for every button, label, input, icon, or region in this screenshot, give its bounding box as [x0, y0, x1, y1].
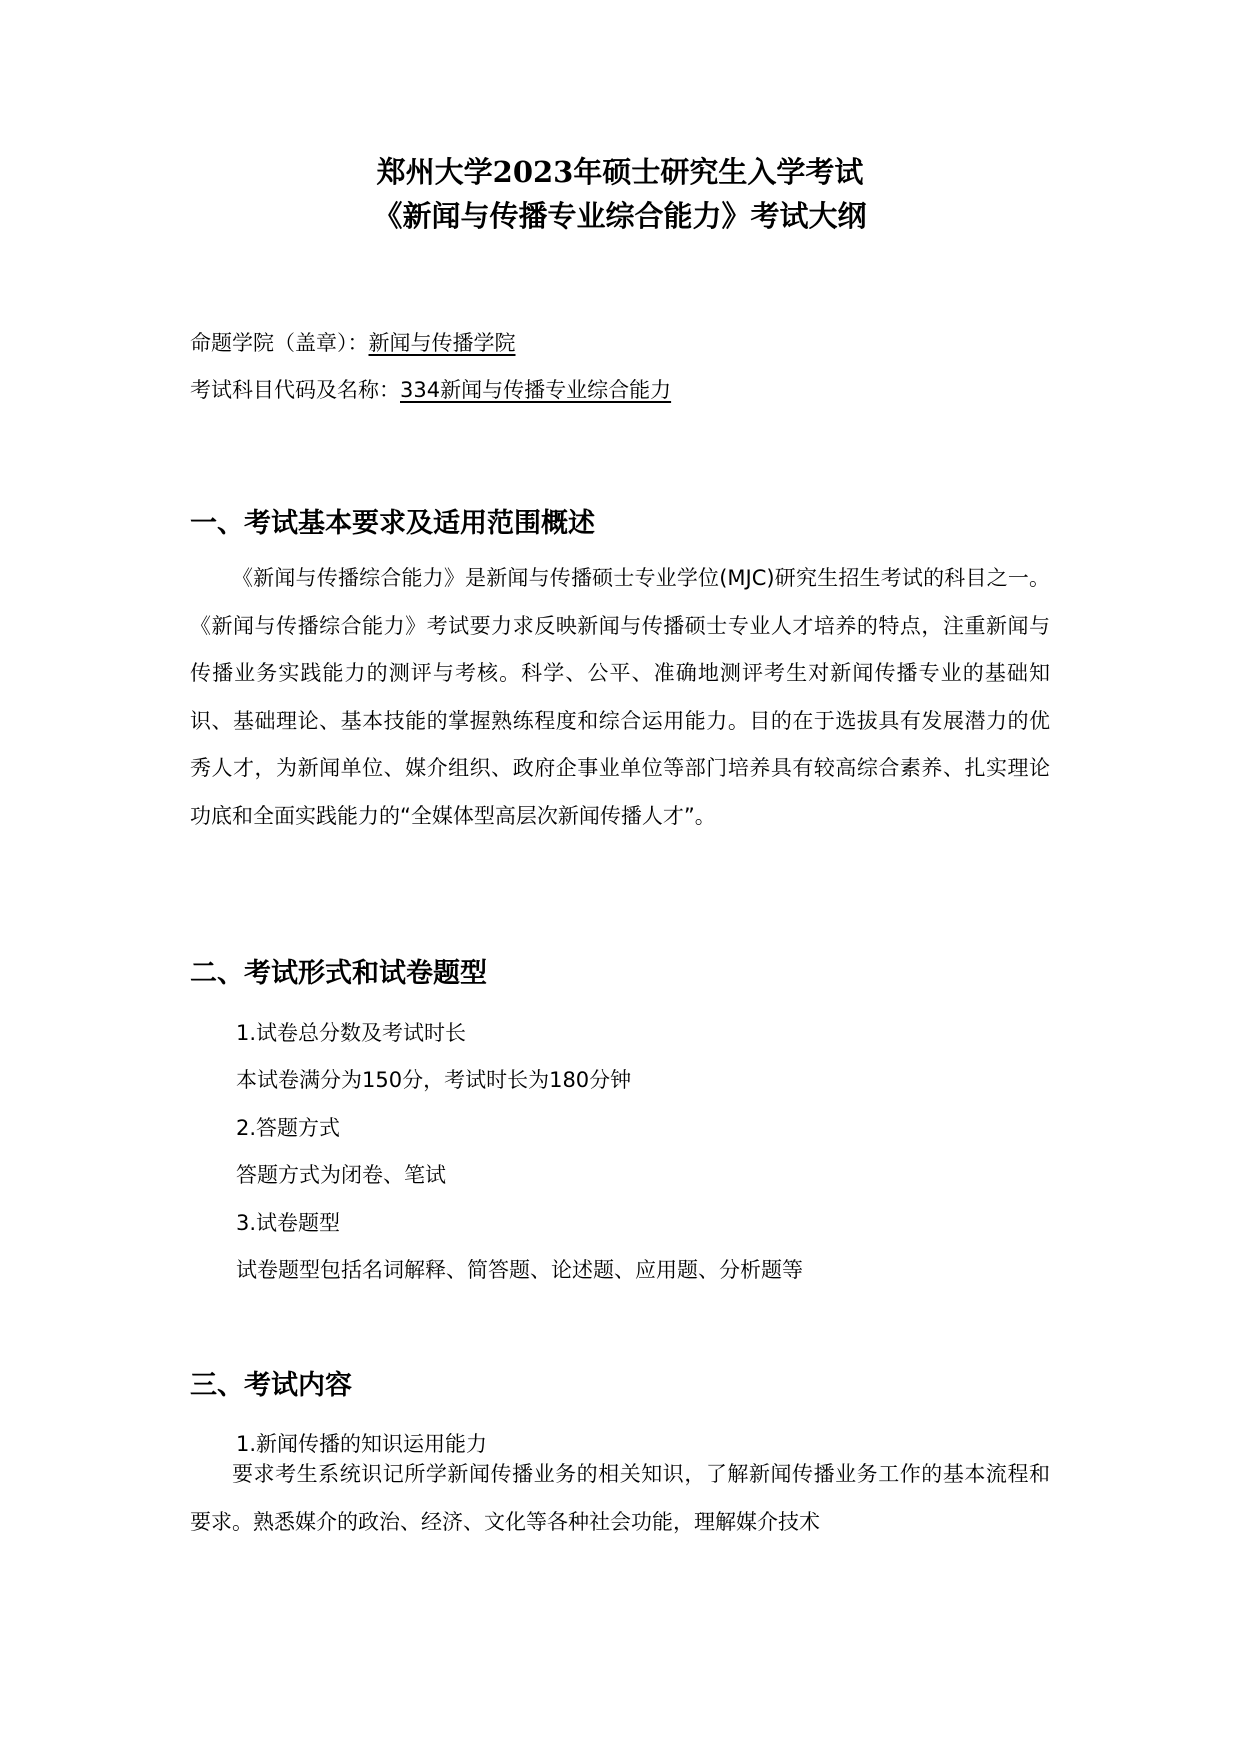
section2-item-3: 2.答题方式: [236, 1116, 341, 1140]
college-label: 命题学院（盖章）：: [190, 331, 369, 355]
section2-item-2: 本试卷满分为150分，考试时长为180分钟: [236, 1068, 632, 1092]
section2-item-4: 答题方式为闭卷、笔试: [236, 1163, 446, 1187]
section1-paragraph: 《新闻与传播综合能力》是新闻与传播硕士专业学位(MJC)研究生招生考试的科目之一。《新闻与传播综合能力》考试要力求反映新闻与传播硕士专业人才培养的特点，注重新闻与传播业务实践能力的测评与考核。科学、公平、准确地测评考生对新闻传播专业的基础知识、基础理论、基本技能的掌握熟练程度和综合运用能力。目的在于选拔具有发展潜力的优秀人才，为新闻单位、媒介组织、政府企事业单位等部门培养具有较高综合素养、扎实理论功底和全面实践能力的“全媒体型高层次新闻传播人才”。: [190, 566, 1050, 828]
section2-item-6: 试卷题型包括名词解释、简答题、论述题、应用题、分析题等: [236, 1258, 803, 1282]
subject-meta: [190, 375, 671, 405]
document-title-line1: 郑州大学2023年硕士研究生入学考试: [376, 155, 864, 189]
section2-item-5: 3.试卷题型: [236, 1211, 341, 1235]
college-value: 新闻与传播学院: [368, 331, 516, 355]
section3-heading: 三、考试内容: [190, 1370, 352, 1401]
section3-paragraph: 要求考生系统识记所学新闻传播业务的相关知识，了解新闻传播业务工作的基本流程和要求。熟悉媒介的政治、经济、文化等各种社会功能，理解媒介技术: [190, 1462, 1050, 1534]
college-meta: [190, 328, 516, 358]
document-title-line2: 《新闻与传播专业综合能力》考试大纲: [373, 199, 867, 233]
section3-subheading: 1.新闻传播的知识运用能力: [236, 1432, 488, 1456]
section1-heading: 一、考试基本要求及适用范围概述: [190, 508, 595, 539]
section2-heading: 二、考试形式和试卷题型: [190, 958, 487, 989]
subject-value: 334新闻与传播专业综合能力: [400, 378, 672, 402]
subject-label: 考试科目代码及名称：: [190, 378, 400, 402]
section2-item-1: 1.试卷总分数及考试时长: [236, 1021, 467, 1045]
